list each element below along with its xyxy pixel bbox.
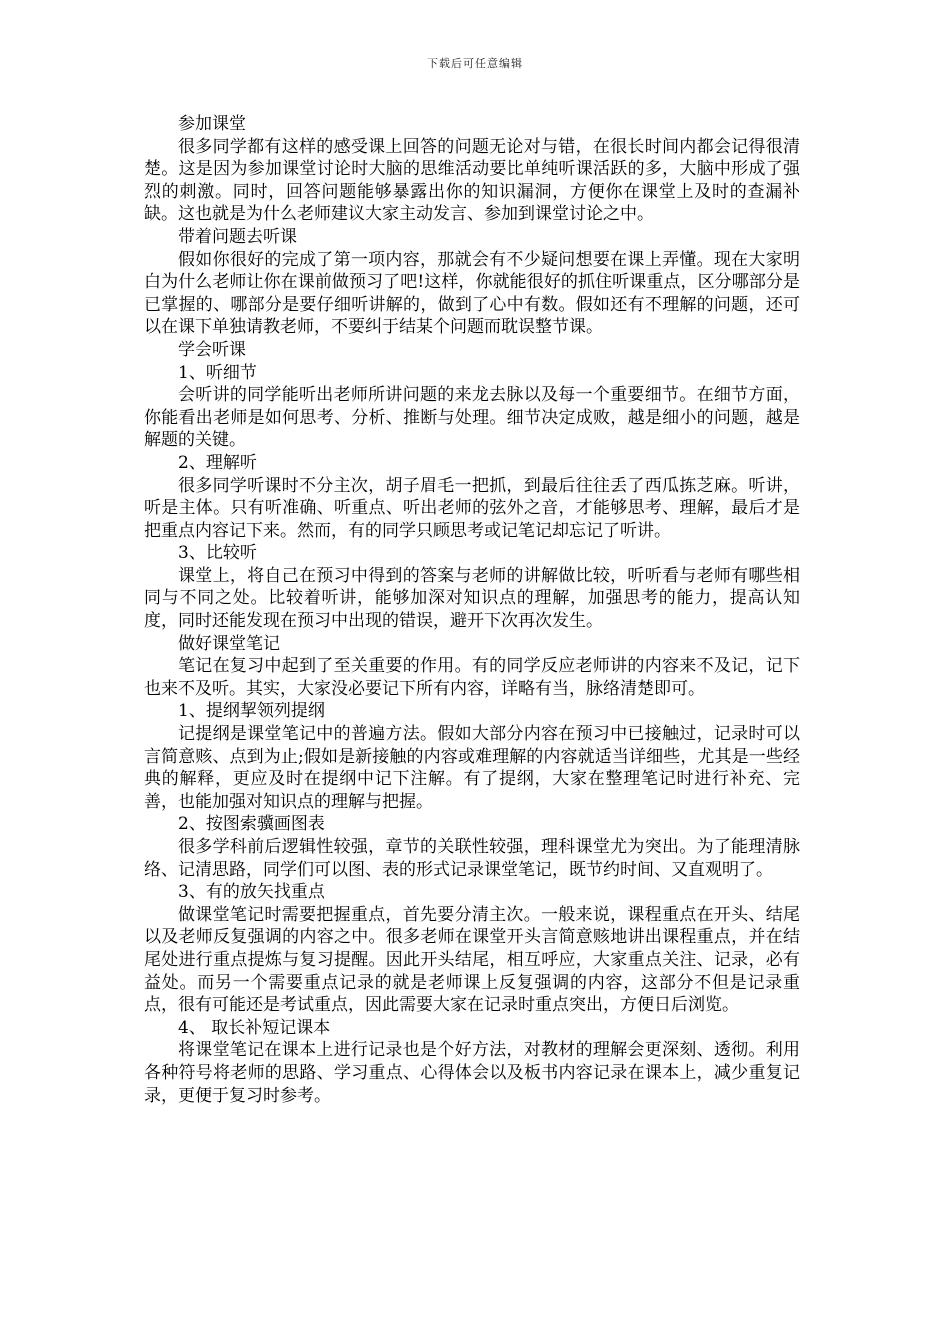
section-heading-notes: 做好课堂笔记 <box>178 633 280 654</box>
section-heading-questions: 带着问题去听课 <box>178 226 297 247</box>
paragraph: 很多学科前后逻辑性较强，章节的关联性较强，理科课堂尤为突出。为了能理清脉络、记清思路，同学们可以图、表的形式记录课堂笔记，既节约时间、又直观明了。 <box>144 837 800 880</box>
paragraph: 会听讲的同学能听出老师所讲问题的来龙去脉以及每一个重要细节。在细节方面，你能看出老师是如何思考、分析、推断与处理。细节决定成败，越是细小的问题，越是解题的关键。 <box>144 385 800 451</box>
subheading-listen-details: 1、听细节 <box>178 362 257 383</box>
subheading-compare-listening: 3、比较听 <box>178 543 257 564</box>
paragraph: 很多同学都有这样的感受课上回答的问题无论对与错，在很长时间内都会记得很清楚。这是因为参加课堂讨论时大脑的思维活动要比单纯听课活跃的多，大脑中形成了强烈的刺激。同时，回答问题能够暴露出你的知识漏洞，方便你在课堂上及时的查漏补缺。这也就是为什么老师建议大家主动发言、参加到课堂讨论之中。 <box>144 136 800 225</box>
subheading-outline: 1、提纲挈领列提纲 <box>178 701 325 722</box>
paragraph: 假如你很好的完成了第一项内容，那就会有不少疑问想要在课上弄懂。现在大家明白为什么老师让你在课前做预习了吧!这样，你就能很好的抓住听课重点，区分哪部分是已掌握的、哪部分是要仔细听讲解的，做到了心中有数。假如还有不理解的问题，还可以在课下单独请教老师，不要纠于结某个问题而耽误整节课。 <box>144 249 800 338</box>
paragraph: 做课堂笔记时需要把握重点，首先要分清主次。一般来说，课程重点在开头、结尾以及老师反复强调的内容之中。很多老师在课堂开头言简意赅地讲出课程重点，并在结尾处进行重点提炼与复习提醒。因此开头结尾，相互呼应，大家重点关注、记录，必有益处。而另一个需要重点记录的就是老师课上反复强调的内容，这部分不但是记录重点，很有可能还是考试重点，因此需要大家在记录时重点突出，方便日后浏览。 <box>144 904 800 1016</box>
paragraph: 将课堂笔记在课本上进行记录也是个好方法，对教材的理解会更深刻、透彻。利用各种符号将老师的思路、学习重点、心得体会以及板书内容记录在课本上，减少重复记录，更便于复习时参考。 <box>144 1040 800 1106</box>
paragraph: 记提纲是课堂笔记中的普遍方法。假如大部分内容在预习中已接触过，记录时可以言简意赅、点到为止;假如是新接触的内容或难理解的内容就适当详细些，尤其是一些经典的解释，更应及时在提纲中记下注解。有了提纲，大家在整理笔记时进行补充、完善，也能加强对知识点的理解与把握。 <box>144 724 800 812</box>
subheading-understand-listening: 2、理解听 <box>178 452 257 473</box>
page-header: 下载后可任意编辑 <box>427 57 523 70</box>
section-heading-learn-listening: 学会听课 <box>178 339 246 360</box>
section-heading-attend-class: 参加课堂 <box>178 114 246 134</box>
paragraph: 很多同学听课时不分主次，胡子眉毛一把抓，到最后往往丢了西瓜拣芝麻。听讲，听是主体。只有听准确、听重点、听出老师的弦外之音，才能够思考、理解，最后才是把重点内容记下来。然而，有的同学只顾思考或记笔记却忘记了听讲。 <box>144 475 800 541</box>
subheading-textbook-notes: 4、 取长补短记课本 <box>178 1017 331 1038</box>
subheading-key-points: 3、有的放矢找重点 <box>178 882 325 903</box>
document-body <box>144 113 800 1107</box>
paragraph: 课堂上，将自己在预习中得到的答案与老师的讲解做比较，听听看与老师有哪些相同与不同之处。比较着听讲，能够加深对知识点的理解，加强思考的能力，提高认知度，同时还能发现在预习中出现的错误，避开下次再次发生。 <box>144 565 800 632</box>
subheading-charts: 2、按图索骥画图表 <box>178 814 325 835</box>
paragraph: 笔记在复习中起到了至关重要的作用。有的同学反应老师讲的内容来不及记，记下也来不及听。其实，大家没必要记下所有内容，详略有当，脉络清楚即可。 <box>144 656 800 699</box>
